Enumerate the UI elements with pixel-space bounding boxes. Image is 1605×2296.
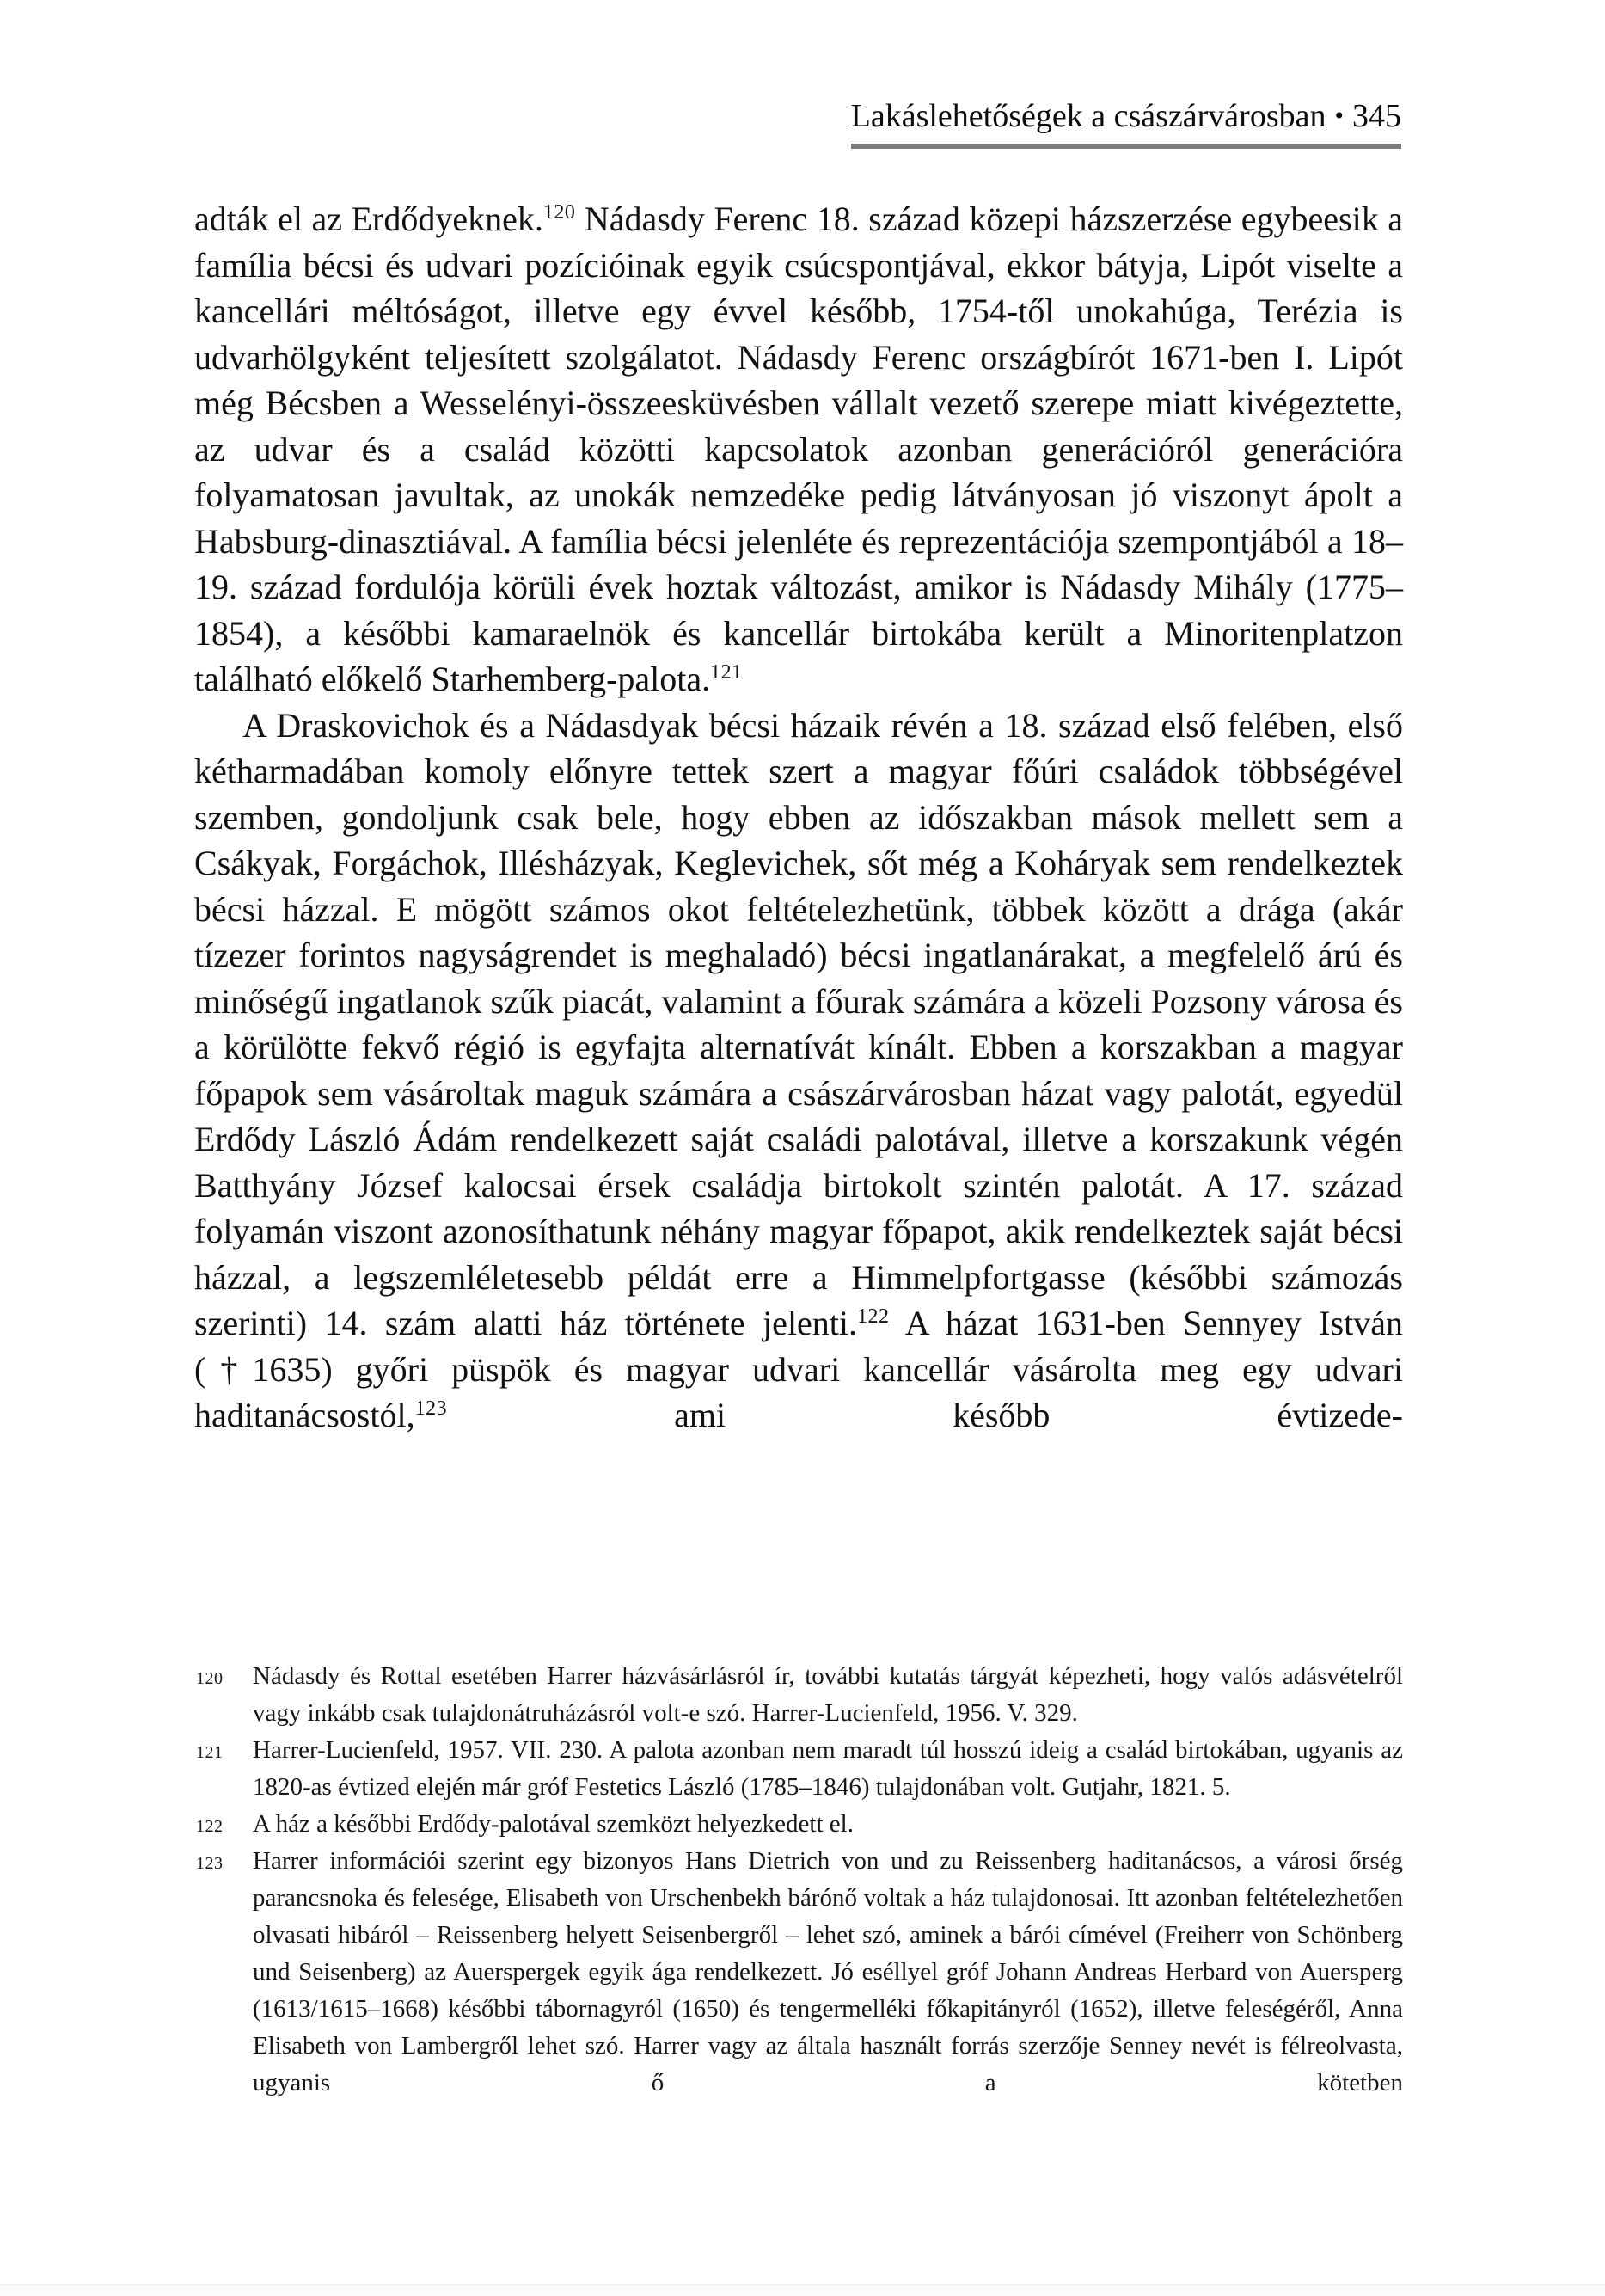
body-text <box>194 196 1403 1439</box>
footnotes-section <box>194 1658 1403 2102</box>
footnote-number: 120 <box>196 1669 224 1688</box>
footnote <box>194 1806 1403 1843</box>
page-bottom-edge <box>0 2284 1605 2296</box>
footnote-text: Nádasdy és Rottal esetében Harrer házvásárlásról ír, további kutatás tárgyát képezheti, hogy valós adásvételről vagy inkább csak tulajdonátruházásról volt-e szó. Harrer-Lucienfeld, 1956. V. 329. <box>253 1662 1403 1727</box>
header-separator-bullet: • <box>1334 101 1344 130</box>
footnote-text: Harrer információi szerint egy bizonyos Hans Dietrich von und zu Reissenberg haditanácsos, a városi őrség parancsnoka és felesége, Elisabeth von Urschenbekh bárónő voltak a ház tulajdonosai. Itt azonban feltételezhetően olvasati hibáról – Reissenberg helyett Seisenbergről – lehet szó, aminek a bárói címével (Freiherr von Schönberg und Seisenberg) az Auerspergek egyik ága rendelkezett. Jó eséllyel gróf Johann Andreas Herbard von Auersperg (1613/1615–1668) későbbi tábornagyról (1650) és tengermelléki főkapitányról (1652), illetve feleségéről, Anna Elisabeth von Lambergről lehet szó. Harrer vagy az általa használt forrás szerzője Senney nevét is félreolvasta, ugyanis ő a kötetben <box>253 1847 1403 2096</box>
footnote-ref: 121 <box>710 661 743 684</box>
header-rule <box>851 144 1401 149</box>
paragraph: A Draskovichok és a Nádasdyak bécsi házaik révén a 18. század első felében, első kétharmadában komoly előnyre tettek szert a magyar főúri családok többségével szemben, gondoljunk csak bele, hogy ebben az időszakban mások mellett sem a Csákyak, Forgáchok, Illésházyak, Keglevichek, sőt még a Koháryak sem rendelkeztek bécsi házzal. E mögött számos okot feltételezhetünk, többek között a drága (akár tízezer forintos nagyságrendet is meghaladó) bécsi ingatlanárakat, a megfelelő árú és minőségű ingatlanok szűk piacát, valamint a főurak számára a közeli Pozsony városa és a körülötte fekvő régió is egyfajta alternatívát kínált. Ebben a korszakban a magyar főpapok sem vásároltak maguk számára a császárvárosban házat vagy palotát, egyedül Erdődy László Ádám rendelkezett saját családi palotával, illetve a korszakunk végén Batthyány József kalocsai érsek családja birtokolt szintén palotát. A 17. század folyamán viszont azonosíthatunk néhány magyar főpapot, akik rendelkeztek saját bécsi házzal, a legszemléletesebb példát erre a Himmelpfortgasse (későbbi számozás szerinti) 14. szám alatti ház története jelenti.$^{122}$ A házat 1631-ben Sennyey István (†1635) győri püspök és magyar udvari kancellár vásárolta meg egy udvari haditanácsostól,$^{123}$ ami később évtizede- <box>194 705 1403 1434</box>
footnote-number: 121 <box>196 1743 224 1762</box>
page-number: 345 <box>1352 98 1401 134</box>
page-header <box>851 96 1401 149</box>
footnote-text: A ház a későbbi Erdődy-palotával szemközt helyezkedett el. <box>253 1810 854 1838</box>
footnote-number: 122 <box>196 1817 224 1836</box>
footnote <box>194 1658 1403 1732</box>
paragraph: adták el az Erdődyeknek.$^{120}$ Nádasdy Ferenc 18. század közepi házszerzése egybeesik a família bécsi és udvari pozícióinak egyik csúcspontjával, ekkor bátyja, Lipót viselte a kancellári méltóságot, illetve egy évvel később, 1754-től unokahúga, Terézia is udvarhölgyként teljesített szolgálatot. Nádasdy Ferenc országbírót 1671-ben I. Lipót még Bécsben a Wesselényi-összeesküvésben vállalt vezető szerepe miatt kivégeztette, az udvar és a család közötti kapcsolatok azonban generációról generációra folyamatosan javultak, az unokák nemzedéke pedig látványosan jó viszonyt ápolt a Habsburg-dinasztiával. A família bécsi jelenléte és reprezentációja szempontjából a 18–19. század fordulója körüli évek hoztak változást, amikor is Nádasdy Mihály (1775–1854), a későbbi kamaraelnök és kancellár birtokába került a Minoritenplatzon található előkelő Starhemberg-palota.$^{121}$ <box>194 200 1403 698</box>
footnote-ref: 122 <box>857 1305 890 1328</box>
footnote-ref: 120 <box>542 201 576 224</box>
footnote-number: 123 <box>196 1854 224 1873</box>
footnote-text: Harrer-Lucienfeld, 1957. VII. 230. A palota azonban nem maradt túl hosszú ideig a család birtokában, ugyanis az 1820-as évtized elején már gróf Festetics László (1785–1846) tulajdonában volt. Gutjahr, 1821. 5. <box>253 1736 1403 1801</box>
footnote-ref: 123 <box>414 1397 448 1420</box>
running-head <box>851 96 1401 136</box>
footnote <box>194 1843 1403 2102</box>
footnote <box>194 1732 1403 1806</box>
running-title: Lakáslehetőségek a császárvárosban <box>850 98 1326 134</box>
